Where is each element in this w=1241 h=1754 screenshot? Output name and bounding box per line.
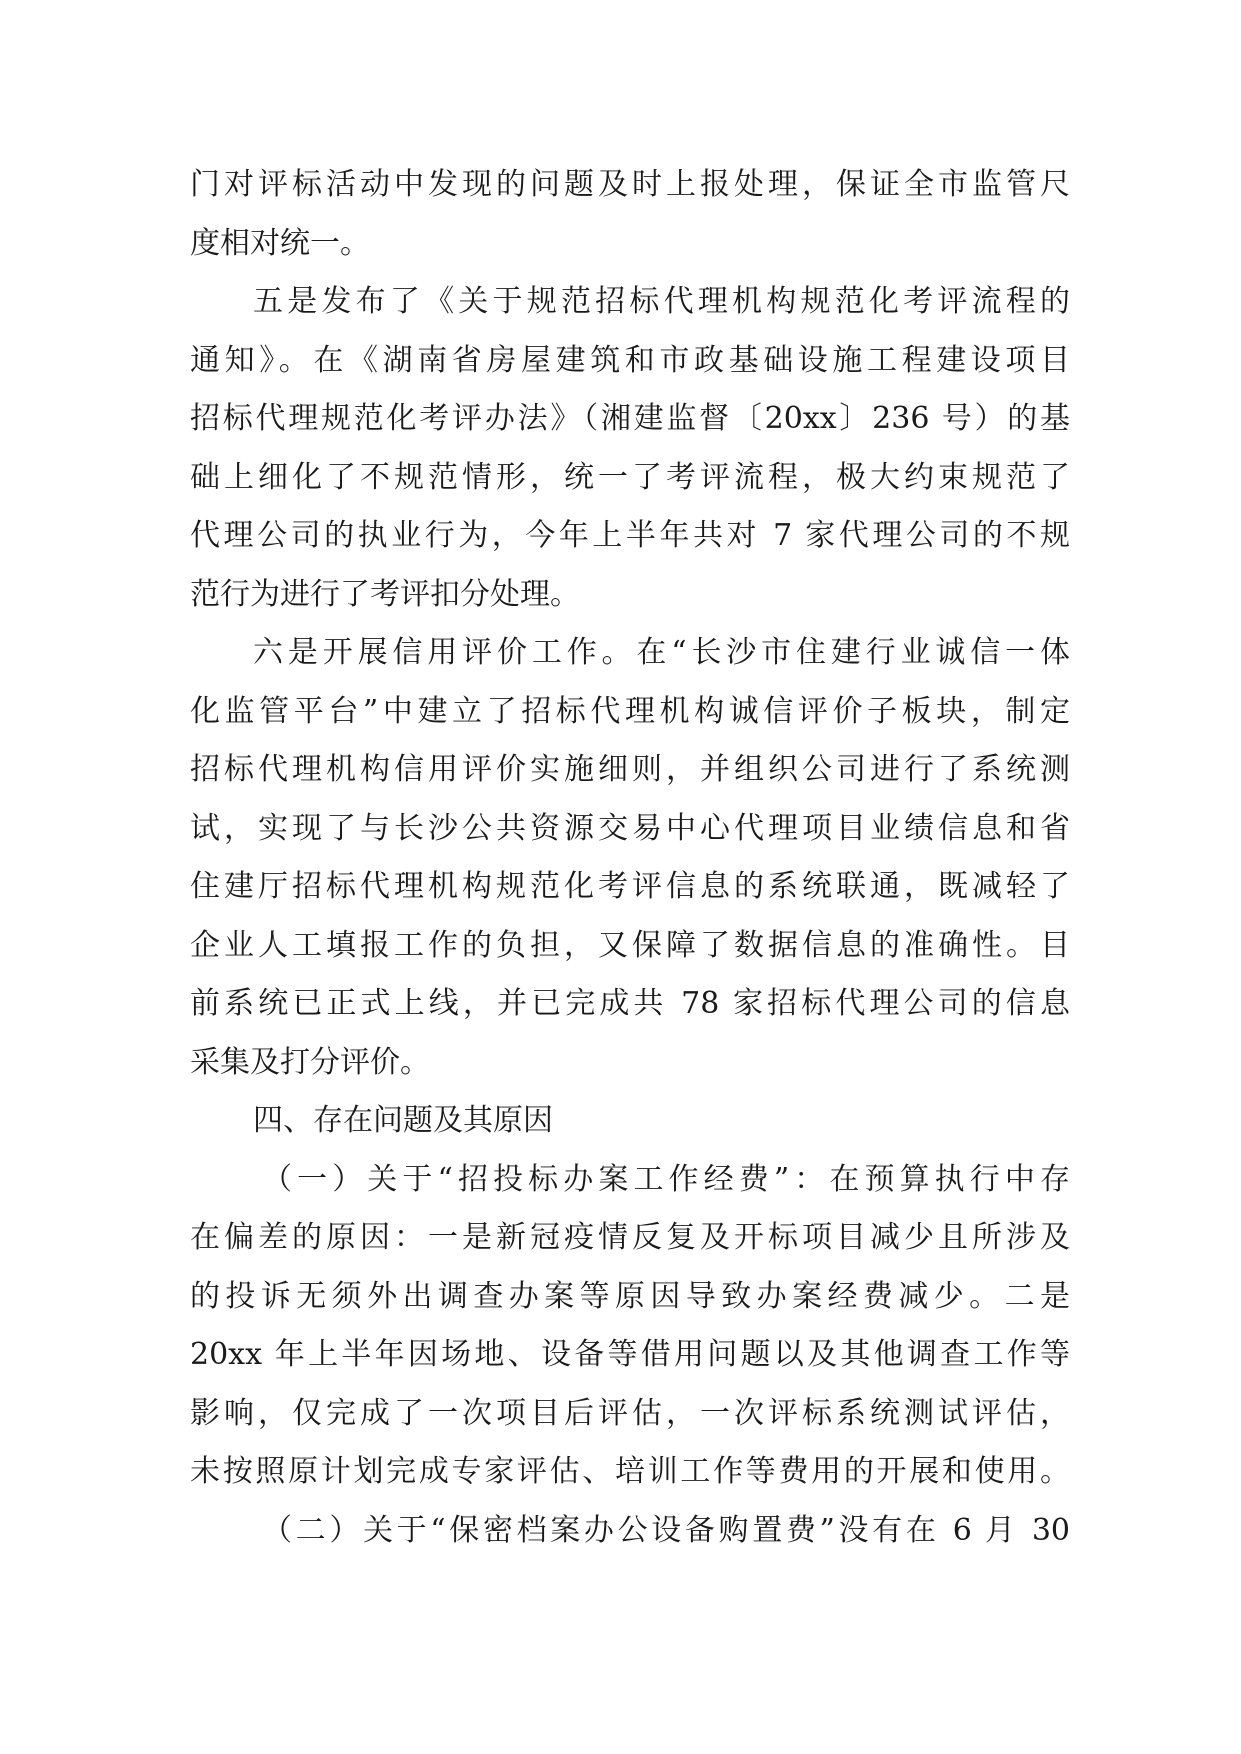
paragraph-line: 招标代理规范化考评办法》（湘建监督〔20xx〕236 号）的基 (190, 401, 1070, 436)
paragraph-line: 未按照原计划完成专家评估、培训工作等费用的开展和使用。 (190, 1454, 1070, 1489)
paragraph-line: 代理公司的执业行为，今年上半年共对 7 家代理公司的不规 (190, 518, 1070, 553)
document-body (190, 156, 1070, 1560)
paragraph-line: 前系统已正式上线，并已完成共 78 家招标代理公司的信息 (190, 986, 1070, 1021)
paragraph-line: 的投诉无须外出调查办案等原因导致办案经费减少。二是 (190, 1278, 1070, 1314)
paragraph-line: 在偏差的原因：一是新冠疫情反复及开标项目减少且所涉及 (190, 1220, 1070, 1255)
paragraph-line: 度相对统一。 (190, 225, 370, 261)
paragraph-line: 采集及打分评价。 (190, 1044, 430, 1080)
paragraph-line: 础上细化了不规范情形，统一了考评流程，极大约束规范了 (190, 459, 1070, 495)
paragraph-line: 通知》。在《湖南省房屋建筑和市政基础设施工程建设项目 (190, 342, 1070, 378)
paragraph-line: 住建厅招标代理机构规范化考评信息的系统联通，既减轻了 (190, 869, 1070, 904)
paragraph-line: 五是发布了《关于规范招标代理机构规范化考评流程的 (253, 284, 1070, 319)
paragraph-line: 影响，仅完成了一次项目后评估，一次评标系统测试评估， (190, 1395, 1070, 1431)
paragraph-line: 六是开展信用评价工作。在“长沙市住建行业诚信一体 (253, 635, 1070, 670)
paragraph-line: 化监管平台”中建立了招标代理机构诚信评价子板块，制定 (190, 693, 1070, 729)
paragraph-line: 招标代理机构信用评价实施细则，并组织公司进行了系统测 (190, 752, 1070, 787)
paragraph-line: 20xx 年上半年因场地、设备等借用问题以及其他调查工作等 (190, 1337, 1070, 1372)
paragraph-line: （二）关于“保密档案办公设备购置费”没有在 6 月 30 (262, 1512, 1070, 1548)
paragraph-line: 范行为进行了考评扣分处理。 (190, 576, 580, 612)
paragraph-line: 试，实现了与长沙公共资源交易中心代理项目业绩信息和省 (190, 810, 1070, 846)
paragraph-line: 门对评标活动中发现的问题及时上报处理，保证全市监管尺 (190, 167, 1070, 202)
paragraph-line: 企业人工填报工作的负担，又保障了数据信息的准确性。目 (190, 927, 1070, 963)
section-heading: 四、存在问题及其原因 (253, 1103, 553, 1138)
paragraph-line: （一）关于“招投标办案工作经费”：在预算执行中存 (262, 1161, 1070, 1197)
